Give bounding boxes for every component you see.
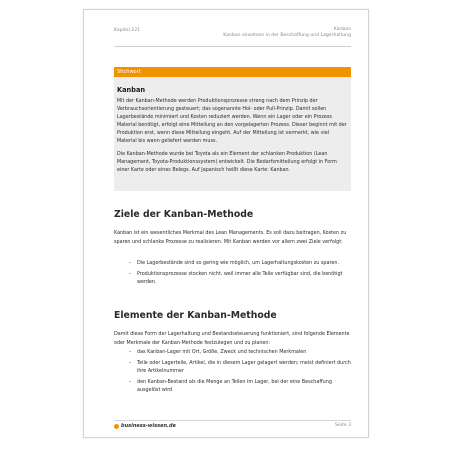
section-intro-goals: Kanban ist ein wesentliches Merkmal des Lean Managements. Es soll dazu beitragen, Kosten zu sparen und schlanke Prozesse zu realisieren. Mit Kanban werden vor allem zwei Ziele verfolgt: xyxy=(114,230,347,245)
header-title: Kanban xyxy=(333,27,351,32)
document-page xyxy=(83,9,369,438)
keyword-paragraph-2: Die Kanban-Methode wurde bei Toyota als ein Element der schlanken Produktion (Lean Management, Toyota-Produktionssystem) entwickelt. Die Bedarfsmitteilung erfolgt in Form einer Karte oder eines Belegs. Auf Japanisch heißt diese Karte: Kanban. xyxy=(117,151,337,174)
list-item: – Produktionsprozesse stocken nicht, weil immer alle Teile verfügbar sind, die benötigt werden. xyxy=(129,270,351,286)
goals-list xyxy=(129,259,351,289)
footer-logo-text: business-wissen.de xyxy=(121,423,176,429)
keyword-box-title: Kanban xyxy=(117,86,146,94)
list-item: – Die Lagerbestände sind so gering wie möglich, um Lagerhaltungskosten zu sparen. xyxy=(129,259,351,267)
header-subtitle: Kanban einsetzen in der Beschaffung und Lagerhaltung xyxy=(223,33,351,39)
keyword-box-label: Stichwort xyxy=(114,67,351,77)
section-intro-elements: Damit diese Form der Lagerhaltung und Bestandssteuerung funktioniert, sind folgende Elemente oder Merkmale der Kanban-Methode festzulegen und zu planen: xyxy=(114,331,350,346)
section-heading-goals: Ziele der Kanban-Methode xyxy=(114,209,254,220)
keyword-paragraph-1: Mit der Kanban-Methode werden Produktionsprozesse streng nach dem Prinzip der Verbrauchsorientierung gesteuert; das sogenannte Hol- oder Pull-Prinzip. Damit sollen Lagerbestände minimiert und Kosten reduziert werden. Wenn ein Lager oder ein Prozess Material benötigt, erfolgt eine Mitteilung an den vorgelagerten Prozess. Dieser beginnt mit der Produktion erst, wenn diese Mitteilung eingeht. Auf der Mitteilung ist vermerkt, wie viel Material bis wann geliefert werden muss. xyxy=(117,98,347,144)
section-heading-elements: Elemente der Kanban-Methode xyxy=(114,310,277,321)
logo-dot-icon xyxy=(114,424,119,429)
header-chapter: Kapitel 221 xyxy=(114,28,141,33)
elements-list xyxy=(129,348,351,397)
keyword-box xyxy=(114,67,351,191)
footer-logo xyxy=(114,423,176,429)
list-item: – den Kanban-Bestand als die Menge an Teilen im Lager, bei der eine Beschaffung ausgelöst wird xyxy=(129,378,351,394)
page-number: Seite 3 xyxy=(334,423,351,428)
header-divider xyxy=(114,46,351,47)
list-item: – das Kanban-Lager mit Ort, Größe, Zweck und technischen Merkmalen xyxy=(129,348,351,356)
footer-divider xyxy=(114,420,351,421)
header-right xyxy=(223,27,351,39)
list-item: – Teile oder Lagerteile, Artikel, die in diesem Lager gelagert werden; meist definiert durch ihre Artikelnummer xyxy=(129,359,351,375)
